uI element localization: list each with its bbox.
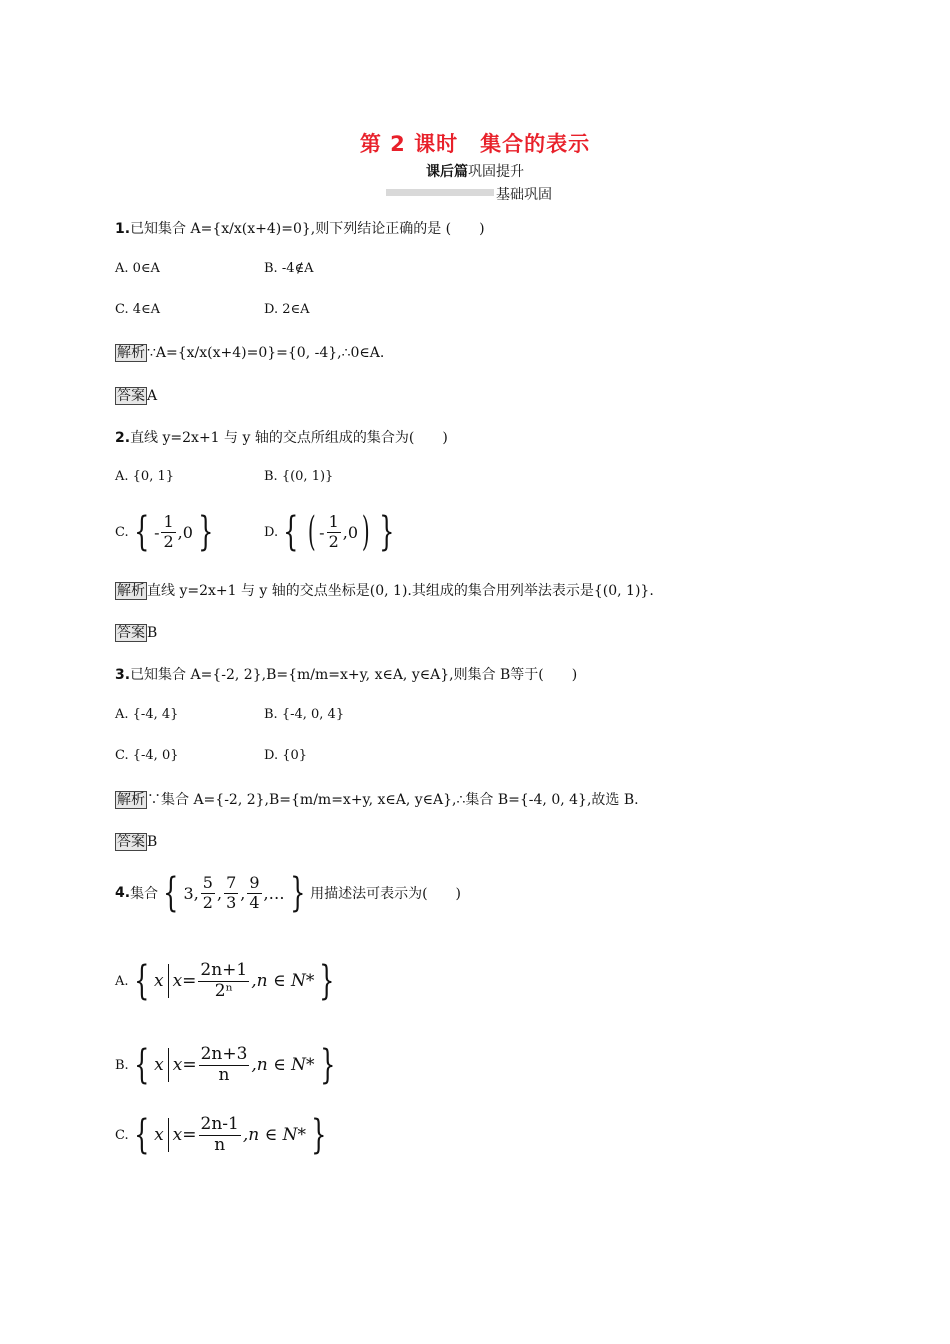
q4-stem — [115, 868, 461, 918]
minus-sign: - — [319, 522, 325, 542]
section-label: 基础巩固 — [496, 187, 552, 203]
q2-stem — [115, 427, 448, 447]
q1-analysis-text: ∵A={x/x(x+4)=0}={0, -4},∴0∈A. — [147, 345, 385, 361]
fraction-denominator: 4 — [249, 892, 260, 912]
set-fraction — [224, 874, 238, 912]
fraction-numerator: 9 — [249, 873, 260, 893]
q2-answer — [115, 622, 157, 642]
right-brace: } — [378, 509, 394, 555]
q2-option-d-label: D. — [264, 524, 279, 540]
q1-option-a: A. 0∈A — [115, 261, 160, 276]
set-bar — [168, 964, 169, 998]
q4-option-a — [115, 952, 340, 1010]
fraction-denominator: n — [214, 1134, 226, 1155]
fraction-numerator: 2n+3 — [200, 1043, 248, 1064]
subtitle-bold: 课后篇 — [426, 164, 468, 180]
q4-option-c-math — [129, 1112, 332, 1158]
option-fraction — [199, 1115, 241, 1155]
set-var: x — [153, 971, 164, 991]
q4-number: 4. — [115, 885, 131, 901]
q1-answer-text: A — [147, 388, 158, 404]
option-fraction — [199, 1045, 250, 1085]
q3-stem — [115, 664, 577, 684]
fraction-denominator: 2 — [202, 892, 213, 912]
left-brace: { — [133, 509, 149, 555]
q2-analysis — [115, 580, 654, 600]
right-brace: } — [289, 870, 305, 916]
fraction-denominator: 2 — [163, 531, 174, 551]
q4-option-b-label: B. — [115, 1057, 129, 1073]
set-bar — [168, 1048, 169, 1082]
set-fraction — [247, 874, 261, 912]
fraction-denominator: n — [218, 1064, 230, 1085]
q2-number: 2. — [115, 430, 131, 446]
q4-option-b-math — [129, 1042, 340, 1088]
left-brace: { — [133, 1112, 149, 1158]
q4-option-a-label: A. — [115, 973, 129, 989]
zero-term: ,0 — [342, 522, 359, 542]
subtitle-rest: 巩固提升 — [468, 164, 524, 180]
set-cond: x= — [172, 1125, 197, 1145]
fraction-denominator: 2ⁿ — [214, 980, 233, 1001]
page-title: 第 2 课时 集合的表示 — [359, 132, 591, 156]
set-tail: ,n ∈ N* — [251, 1055, 315, 1075]
right-brace: } — [198, 509, 214, 555]
q2-answer-text: B — [147, 625, 158, 641]
set-tail: ,n ∈ N* — [251, 971, 315, 991]
fraction-numerator: 1 — [163, 512, 174, 532]
fraction-numerator: 2n-1 — [200, 1113, 239, 1134]
q4-set: { 3, $\frac{5}{2}$ , $\frac{7}{3}$ , $\frac{9}{4}$ ,… } — [163, 870, 305, 916]
analysis-tag: 解析 — [117, 792, 145, 808]
set-fraction — [201, 874, 215, 912]
q4-stem-post: 用描述法可表示为( ) — [310, 886, 462, 902]
fraction-denominator: 3 — [226, 892, 237, 912]
q2-option-d-math — [278, 509, 399, 555]
right-brace: } — [319, 1042, 335, 1088]
left-paren: ( — [307, 509, 316, 555]
q4-option-c-label: C. — [115, 1127, 129, 1143]
fraction-numerator: 2n+1 — [200, 959, 248, 980]
set-tail: ,n ∈ N* — [242, 1125, 306, 1145]
fraction-numerator: 5 — [202, 873, 213, 893]
set-bar — [168, 1118, 169, 1152]
q3-option-a: A. {-4, 4} — [115, 707, 179, 722]
q2-option-c-math — [129, 509, 219, 555]
q4-option-c — [115, 1106, 331, 1164]
fraction-numerator: 7 — [226, 873, 237, 893]
q2-option-a: A. {0, 1} — [115, 469, 175, 484]
q1-option-c: C. 4∈A — [115, 302, 161, 317]
set-first-term: 3, — [183, 883, 199, 903]
q3-option-d: D. {0} — [264, 748, 308, 763]
set-var: x — [154, 1055, 164, 1075]
left-brace: { — [163, 870, 179, 916]
q2-option-b: B. {(0, 1)} — [264, 469, 334, 484]
fraction-denominator: 2 — [328, 531, 339, 551]
right-brace: } — [319, 958, 335, 1004]
left-brace: { — [133, 1042, 150, 1088]
q1-option-b: B. -4∉A — [264, 261, 314, 276]
fraction-numerator: 1 — [328, 512, 339, 532]
q1-option-d: D. 2∈A — [264, 302, 310, 317]
set-cond: x= — [172, 971, 197, 991]
left-brace: { — [133, 958, 149, 1004]
q4-option-a-math — [129, 958, 340, 1004]
q1-stem-text: 已知集合 A={x/x(x+4)=0},则下列结论正确的是 ( ) — [130, 221, 485, 237]
answer-tag: 答案 — [117, 388, 145, 404]
set-var: x — [154, 1125, 164, 1145]
answer-tag: 答案 — [117, 625, 145, 641]
analysis-tag: 解析 — [117, 583, 145, 599]
q3-answer — [115, 831, 157, 851]
q3-analysis — [115, 789, 639, 809]
option-fraction — [198, 961, 249, 1001]
q3-number: 3. — [115, 667, 131, 683]
set-cond: x= — [172, 1055, 197, 1075]
zero-term: ,0 — [177, 522, 193, 542]
q1-analysis — [115, 342, 384, 362]
q2-analysis-text: 直线 y=2x+1 与 y 轴的交点坐标是(0, 1).其组成的集合用列举法表示是{(0, 1)}. — [147, 583, 654, 599]
minus-sign: - — [154, 522, 160, 542]
fraction — [161, 513, 175, 551]
left-brace: { — [283, 509, 299, 555]
right-brace: } — [311, 1112, 327, 1158]
set-ellipsis: ,… — [263, 883, 285, 903]
q2-option-c — [115, 507, 218, 557]
section-bar — [386, 189, 494, 196]
q1-stem — [115, 218, 485, 238]
right-paren: ) — [361, 509, 370, 555]
q2-option-c-label: C. — [115, 524, 129, 540]
q3-option-b: B. {-4, 0, 4} — [264, 707, 345, 722]
q3-answer-text: B — [147, 834, 158, 850]
q4-stem-pre: 集合 — [130, 886, 159, 902]
q1-number: 1. — [115, 221, 131, 237]
q3-analysis-text: ∵集合 A={-2, 2},B={m/m=x+y, x∈A, y∈A},∴集合 B={-4, 0, 4},故选 B. — [147, 792, 639, 808]
q1-answer — [115, 385, 157, 405]
q4-option-b — [115, 1036, 340, 1094]
answer-tag: 答案 — [117, 834, 145, 850]
analysis-tag: 解析 — [117, 345, 145, 361]
q2-stem-text: 直线 y=2x+1 与 y 轴的交点所组成的集合为( ) — [130, 430, 448, 446]
q3-option-c: C. {-4, 0} — [115, 748, 179, 763]
fraction — [327, 513, 341, 551]
q3-stem-text: 已知集合 A={-2, 2},B={m/m=x+y, x∈A, y∈A},则集合 B等于( ) — [130, 667, 578, 683]
q2-option-d — [264, 507, 399, 557]
page-subtitle — [0, 161, 950, 181]
